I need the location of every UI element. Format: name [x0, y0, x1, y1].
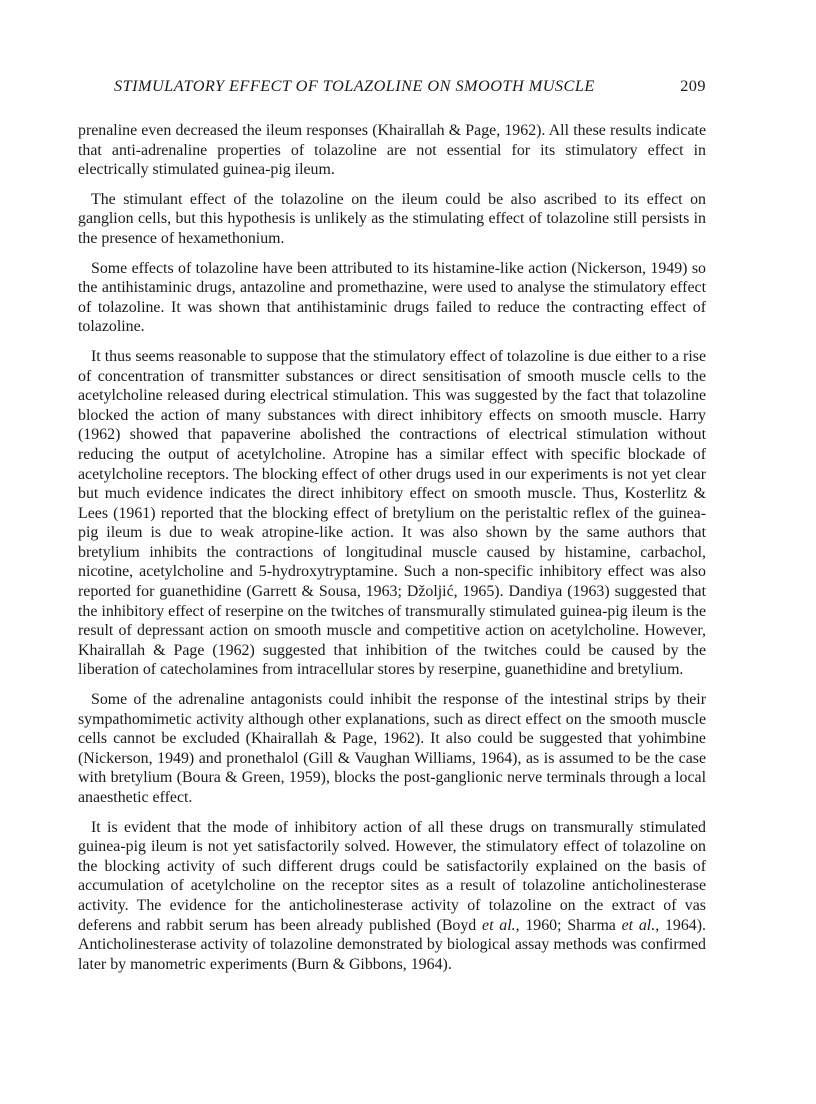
- paragraph: [78, 190, 706, 249]
- paragraph: [78, 121, 706, 180]
- paragraph-text: , 1964). Anticholinesterase activity of tolazoline demonstrated by biological assay methods was confirmed later by manometric experiments (Burn & Gibbons, 1964).: [78, 916, 706, 973]
- paragraph-text: It thus seems reasonable to suppose that the stimulatory effect of tolazoline is due either to a rise of concentration of transmitter substances or direct sensitisation of smooth muscle cells to the acetylcholine released during electrical stimulation. This was suggested by the fact that tolazoline blocked the action of many substances with direct inhibitory effects on smooth muscle. Harry (1962) showed that papaverine abolished the contractions of electrical stimulation without reducing the output of acetylcholine. Atropine has a similar effect with specific blockade of acetylcholine receptors. The blocking effect of other drugs used in our experiments is not yet clear but much evidence indicates the direct inhibitory effect on smooth muscle. Thus, Kosterlitz & Lees (1961) reported that the blocking effect of bretylium on the peristaltic reflex of the guinea-pig ileum is due to weak atropine-like action. It was also shown by the same authors that bretylium inhibits the contractions of longitudinal muscle caused by histamine, carbachol, nicotine, acetylcholine and 5-hydroxytryptamine. Such a non-specific inhibitory effect was also reported for guanethidine (Garrett & Sousa, 1963; Džoljić, 1965). Dandiya (1963) suggested that the inhibitory effect of reserpine on the twitches of transmurally stimulated guinea-pig ileum is the result of depressant action on smooth muscle and competitive action on acetylcholine. However, Khairallah & Page (1962) suggested that inhibition of the twitches could be caused by the liberation of catecholamines from intracellular stores by reserpine, guanethidine and bretylium.: [78, 347, 706, 679]
- citation-et-al: et al.: [482, 916, 516, 934]
- running-header: [78, 76, 706, 100]
- paragraph-text: It is evident that the mode of inhibitory action of all these drugs on transmurally stimulated guinea-pig ileum is not yet satisfactorily solved. However, the stimulatory effect of tolazoline on the blocking activity of such different drugs could be satisfactorily explained on the basis of accumulation of acetylcholine on the receptor sites as a result of tolazoline anticholinesterase activity. The evidence for the anticholinesterase activity of tolazoline on the extract of vas deferens and rabbit serum has been already published (Boyd: [78, 818, 706, 934]
- page-number: 209: [680, 76, 706, 95]
- journal-page: [78, 76, 706, 984]
- paragraph-text: Some effects of tolazoline have been attributed to its histamine-like action (Nickerson, 1949) so the antihistaminic drugs, antazoline and promethazine, were used to analyse the stimulatory effect of tolazoline. It was shown that antihistaminic drugs failed to reduce the contracting effect of tolazoline.: [78, 259, 706, 336]
- paragraph: [78, 347, 706, 680]
- citation-et-al: et al.: [621, 916, 656, 934]
- article-body: [78, 121, 706, 974]
- paragraph: [78, 690, 706, 808]
- paragraph-text: The stimulant effect of the tolazoline on the ileum could be also ascribed to its effect on ganglion cells, but this hypothesis is unlikely as the stimulating effect of tolazoline still persists in the presence of hexamethonium.: [78, 190, 706, 247]
- paragraph: [78, 818, 706, 975]
- running-title: STIMULATORY EFFECT OF TOLAZOLINE ON SMOOTH MUSCLE: [114, 76, 595, 95]
- paragraph-text: Some of the adrenaline antagonists could inhibit the response of the intestinal strips by their sympathomimetic activity although other explanations, such as direct effect on the smooth muscle cells cannot be excluded (Khairallah & Page, 1962). It also could be suggested that yohimbine (Nickerson, 1949) and pronethalol (Gill & Vaughan Williams, 1964), as is assumed to be the case with bretylium (Boura & Green, 1959), blocks the post-ganglionic nerve terminals through a local anaesthetic effect.: [78, 691, 706, 806]
- paragraph-text: prenaline even decreased the ileum responses (Khairallah & Page, 1962). All these results indicate that anti-adrenaline properties of tolazoline are not essential for its stimulatory effect in electrically stimulated guinea-pig ileum.: [78, 122, 706, 179]
- paragraph-text: , 1960; Sharma: [515, 916, 622, 934]
- paragraph: [78, 259, 706, 337]
